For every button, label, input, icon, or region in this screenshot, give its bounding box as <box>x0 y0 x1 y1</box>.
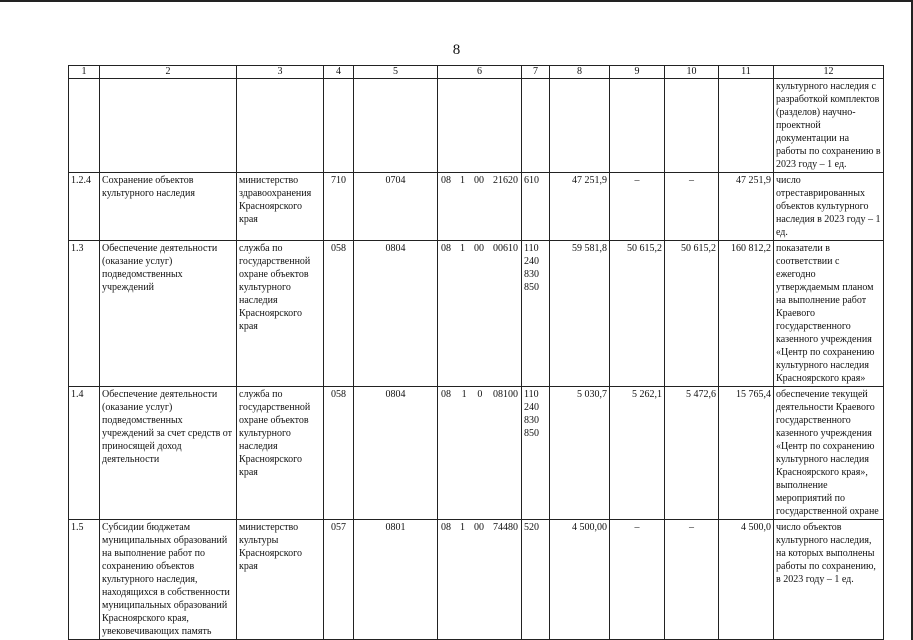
section-code: 0704 <box>354 173 438 241</box>
grbs-code <box>324 79 354 173</box>
measure-name <box>100 79 237 173</box>
amount-2024: 50 615,2 <box>610 241 665 387</box>
amount-total <box>719 79 774 173</box>
responsible-org: служба по государственной охране объектов культурного наследия Красноярского края <box>237 241 324 387</box>
amount-2023: 5 030,7 <box>550 387 610 520</box>
row-number: 1.2.4 <box>69 173 100 241</box>
measure-name: Субсидии бюджетам муниципальных образований на выполнение работ по сохранению объектов культурного наследия, находящихся в собственности муниципальных образований Красноярского края, увековечивающих память <box>100 520 237 640</box>
amount-total: 4 500,0 <box>719 520 774 640</box>
target-article-code: 08 1 0 08100 <box>438 387 522 520</box>
header-cell: 12 <box>774 66 884 79</box>
target-article-code <box>438 79 522 173</box>
header-cell: 2 <box>100 66 237 79</box>
expense-type-code <box>522 79 550 173</box>
table-row <box>69 79 884 173</box>
section-code: 0801 <box>354 520 438 640</box>
header-cell: 10 <box>665 66 719 79</box>
measure-name: Обеспечение деятельности (оказание услуг) подведомственных учреждений <box>100 241 237 387</box>
header-cell: 5 <box>354 66 438 79</box>
responsible-org: служба по государственной охране объектов культурного наследия Красноярского края <box>237 387 324 520</box>
table-row <box>69 241 884 387</box>
amount-2025: – <box>665 173 719 241</box>
row-number: 1.4 <box>69 387 100 520</box>
amount-2025: – <box>665 520 719 640</box>
header-cell: 3 <box>237 66 324 79</box>
grbs-code: 058 <box>324 241 354 387</box>
header-row <box>69 66 884 79</box>
expense-type-code: 110 240 830 850 <box>522 387 550 520</box>
responsible-org: министерство здравоохранения Красноярского края <box>237 173 324 241</box>
header-cell: 7 <box>522 66 550 79</box>
header-cell: 9 <box>610 66 665 79</box>
responsible-org <box>237 79 324 173</box>
amount-2024: 5 262,1 <box>610 387 665 520</box>
amount-2024 <box>610 79 665 173</box>
row-number: 1.3 <box>69 241 100 387</box>
amount-2024: – <box>610 520 665 640</box>
table-row <box>69 520 884 640</box>
amount-2023: 59 581,8 <box>550 241 610 387</box>
amount-2025 <box>665 79 719 173</box>
amount-2025: 50 615,2 <box>665 241 719 387</box>
responsible-org: министерство культуры Красноярского края <box>237 520 324 640</box>
grbs-code: 057 <box>324 520 354 640</box>
expected-result: культурного наследия с разработкой комплектов (разделов) научно-проектной документации на работы по сохранению в 2023 году – 1 ед. <box>774 79 884 173</box>
page-number: 8 <box>452 42 461 58</box>
expected-result: число отреставрированных объектов культурного наследия в 2023 году – 1 ед. <box>774 173 884 241</box>
expected-result: показатели в соответствии с ежегодно утверждаемым планом на выполнение работ Краевого государственного казенного учреждения «Центр по сохранению культурного наследия Красноярского края» <box>774 241 884 387</box>
amount-2025: 5 472,6 <box>665 387 719 520</box>
amount-2023: 4 500,00 <box>550 520 610 640</box>
table-row <box>69 387 884 520</box>
scan-border-top <box>0 0 913 2</box>
header-cell: 1 <box>69 66 100 79</box>
amount-2023 <box>550 79 610 173</box>
amount-total: 15 765,4 <box>719 387 774 520</box>
section-code: 0804 <box>354 241 438 387</box>
expected-result: число объектов культурного наследия, на которых выполнены работы по сохранению, в 2023 году – 1 ед. <box>774 520 884 640</box>
measure-name: Обеспечение деятельности (оказание услуг) подведомственных учреждений за счет средств от приносящей доход деятельности <box>100 387 237 520</box>
grbs-code: 058 <box>324 387 354 520</box>
header-cell: 4 <box>324 66 354 79</box>
program-table <box>68 65 884 640</box>
section-code <box>354 79 438 173</box>
header-cell: 11 <box>719 66 774 79</box>
grbs-code: 710 <box>324 173 354 241</box>
expense-type-code: 110 240 830 850 <box>522 241 550 387</box>
expense-type-code: 610 <box>522 173 550 241</box>
table-row <box>69 173 884 241</box>
row-number: 1.5 <box>69 520 100 640</box>
header-cell: 6 <box>438 66 522 79</box>
expense-type-code: 520 <box>522 520 550 640</box>
amount-2023: 47 251,9 <box>550 173 610 241</box>
amount-total: 47 251,9 <box>719 173 774 241</box>
section-code: 0804 <box>354 387 438 520</box>
expected-result: обеспечение текущей деятельности Краевого государственного казенного учреждения «Центр по сохранению культурного наследия Красноярского края», выполнение мероприятий по государственной охране <box>774 387 884 520</box>
target-article-code: 08 1 00 00610 <box>438 241 522 387</box>
target-article-code: 08 1 00 74480 <box>438 520 522 640</box>
target-article-code: 08 1 00 21620 <box>438 173 522 241</box>
measure-name: Сохранение объектов культурного наследия <box>100 173 237 241</box>
amount-2024: – <box>610 173 665 241</box>
row-number <box>69 79 100 173</box>
header-cell: 8 <box>550 66 610 79</box>
amount-total: 160 812,2 <box>719 241 774 387</box>
